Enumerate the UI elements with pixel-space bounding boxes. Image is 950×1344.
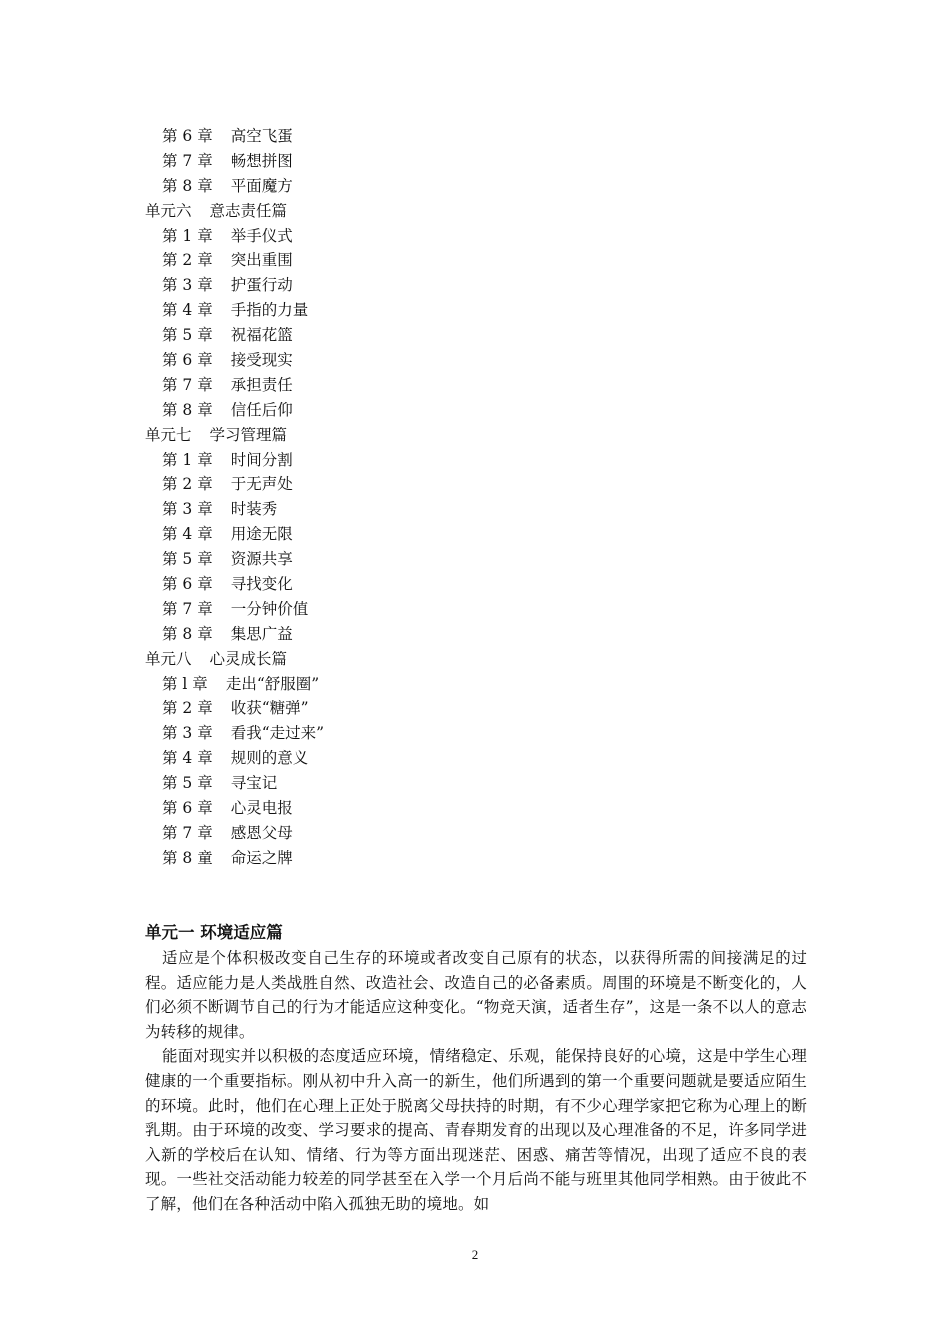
toc-entry: [145, 522, 805, 547]
toc-entry-title: 用途无限: [230, 525, 293, 544]
toc-entry-label: 第 3 章: [162, 500, 213, 519]
toc-entry-title: 寻宝记: [230, 774, 278, 793]
toc-entry-title: 走出“舒服圈”: [225, 674, 320, 693]
toc-entry-label: 第 8 章: [162, 176, 213, 195]
toc-entry-label: 第 5 章: [162, 326, 213, 345]
toc-entry-title: 一分钟价值: [230, 599, 309, 618]
toc-entry-label: 第 5 章: [162, 550, 213, 569]
toc-entry-label: 第 7 章: [162, 599, 213, 618]
toc-entry-label: 第 3 章: [162, 724, 213, 743]
toc-entry: [145, 846, 805, 871]
toc-entry-label: 第 1 章: [162, 226, 213, 245]
toc-entry: [145, 124, 805, 149]
section-heading: 单元一 环境适应篇: [145, 923, 283, 942]
toc-unit-title: 心灵成长篇: [209, 649, 288, 668]
toc-entry: [145, 298, 805, 323]
toc-entry-label: 第 7 章: [162, 823, 213, 842]
body-paragraph: 能面对现实并以积极的态度适应环境，情绪稳定、乐观，能保持良好的心境，这是中学生心理健康的一个重要指标。刚从初中升入高一的新生，他们所遇到的第一个重要问题就是要适应陌生的环境。此时，他们在心理上正处于脱离父母扶持的时期，有不少心理学家把它称为心理上的断乳期。由于环境的改变、学习要求的提高、青春期发育的出现以及心理准备的不足，许多同学进入新的学校后在认知、情绪、行为等方面出现迷茫、困惑、痛苦等情况，出现了适应不良的表现。一些社交活动能力较差的同学甚至在入学一个月后尚不能与班里其他同学相熟。由于彼此不了解，他们在各种活动中陷入孤独无助的境地。如: [145, 1047, 807, 1213]
toc-entry-label: 第 8 章: [162, 400, 213, 419]
toc-entry-label: 第 6 章: [162, 351, 213, 370]
toc-unit-heading: [145, 423, 805, 448]
toc-entry: [145, 224, 805, 249]
toc-entry: [145, 448, 805, 473]
toc-entry-title: 承担责任: [230, 375, 293, 394]
toc-unit-heading: [145, 647, 805, 672]
section-unit-one: [145, 920, 807, 1217]
toc-entry: [145, 547, 805, 572]
toc-entry-title: 资源共享: [230, 550, 293, 569]
toc-entry: [145, 323, 805, 348]
toc-entry: [145, 696, 805, 721]
toc-entry-title: 集思广益: [230, 624, 293, 643]
toc-entry-title: 举手仪式: [230, 226, 293, 245]
toc-entry-title: 畅想拼图: [230, 151, 293, 170]
toc-entry-title: 寻找变化: [230, 575, 293, 594]
toc-entry: [145, 572, 805, 597]
toc-entry: [145, 746, 805, 771]
toc-entry-title: 心灵电报: [230, 799, 293, 818]
toc-entry-label: 第 2 章: [162, 475, 213, 494]
toc-entry-label: 第 4 章: [162, 301, 213, 320]
toc-entry: [145, 273, 805, 298]
toc-entry-label: 第 6 章: [162, 127, 213, 145]
toc-entry: [145, 597, 805, 622]
toc-entry-title: 时装秀: [230, 500, 278, 519]
page-number: 2: [471, 1247, 479, 1262]
toc-unit-label: 单元七: [145, 425, 192, 444]
toc-entry: [145, 672, 805, 697]
toc-entry: [145, 149, 805, 174]
toc-entry-title: 手指的力量: [230, 301, 309, 320]
toc-entry-label: 第 4 章: [162, 525, 213, 544]
toc-entry-label: 第 1 章: [162, 450, 213, 469]
toc-entry-label: 第 7 章: [162, 151, 213, 170]
table-of-contents: [145, 124, 805, 871]
toc-entry-label: 第 6 章: [162, 575, 213, 594]
toc-entry-label: 第 2 章: [162, 699, 213, 718]
toc-unit-title: 学习管理篇: [209, 425, 288, 444]
toc-entry-label: 第 8 章: [162, 624, 213, 643]
toc-entry-title: 收获“糖弹”: [230, 699, 309, 718]
toc-entry-label: 第 8 童: [162, 848, 213, 867]
toc-entry: [145, 497, 805, 522]
toc-entry: [145, 771, 805, 796]
toc-entry-title: 祝福花篮: [230, 326, 293, 345]
toc-entry: [145, 472, 805, 497]
toc-entry-title: 于无声处: [230, 475, 293, 494]
toc-entry-title: 接受现实: [230, 351, 293, 370]
toc-entry: [145, 174, 805, 199]
toc-entry-label: 第 3 章: [162, 276, 213, 295]
toc-entry-title: 平面魔方: [230, 176, 293, 195]
toc-entry-title: 时间分割: [230, 450, 293, 469]
toc-entry-title: 高空飞蛋: [230, 127, 293, 145]
toc-entry: [145, 622, 805, 647]
toc-entry-label: 第 l 章: [162, 674, 208, 693]
toc-entry: [145, 821, 805, 846]
body-paragraph: 适应是个体积极改变自己生存的环境或者改变自己原有的状态，以获得所需的间接满足的过程。适应能力是人类战胜自然、改造社会、改造自己的必备素质。周围的环境是不断变化的，人们必须不断调节自己的行为才能适应这种变化。“物竞天演，适者生存”，这是一条不以人的意志为转移的规律。: [145, 949, 807, 1041]
toc-entry-title: 命运之牌: [230, 848, 293, 867]
toc-entry: [145, 721, 805, 746]
toc-entry-label: 第 4 章: [162, 749, 213, 768]
toc-entry: [145, 373, 805, 398]
toc-entry-label: 第 5 章: [162, 774, 213, 793]
toc-entry-title: 感恩父母: [230, 823, 293, 842]
toc-unit-title: 意志责任篇: [209, 201, 288, 220]
toc-entry: [145, 348, 805, 373]
toc-unit-label: 单元八: [145, 649, 192, 668]
toc-entry-label: 第 6 章: [162, 799, 213, 818]
toc-entry: [145, 248, 805, 273]
toc-entry-label: 第 7 章: [162, 375, 213, 394]
toc-entry: [145, 398, 805, 423]
toc-unit-label: 单元六: [145, 201, 192, 220]
toc-entry-title: 规则的意义: [230, 749, 309, 768]
toc-entry-title: 信任后仰: [230, 400, 293, 419]
toc-entry-title: 突出重围: [230, 251, 293, 270]
toc-entry: [145, 796, 805, 821]
toc-entry-title: 护蛋行动: [230, 276, 293, 295]
toc-entry-label: 第 2 章: [162, 251, 213, 270]
toc-entry-title: 看我“走过来”: [230, 724, 325, 743]
toc-unit-heading: [145, 199, 805, 224]
